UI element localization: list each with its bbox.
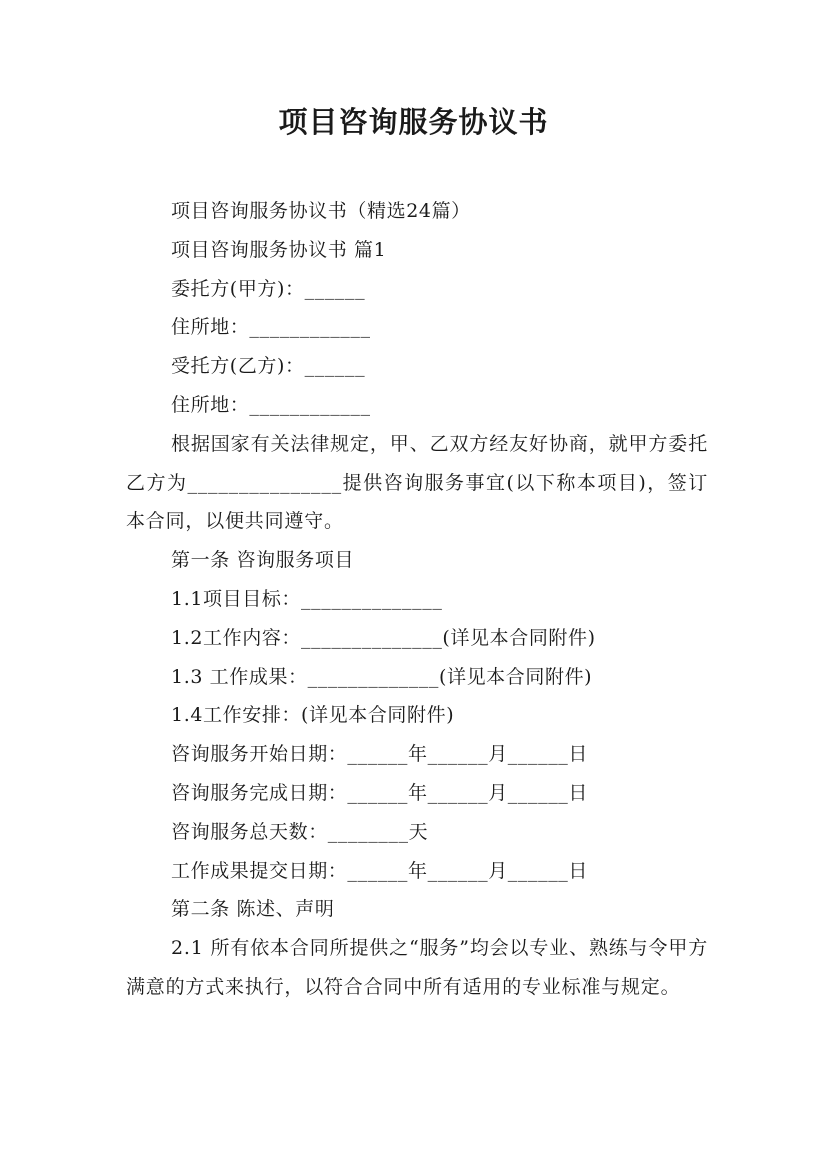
section-1-item-schedule: 1.4工作安排：(详见本合同附件) bbox=[171, 704, 455, 727]
party-b-line: 受托方(乙方)：______ bbox=[171, 355, 366, 378]
section-1-item-result: 1.3 工作成果：_____________(详见本合同附件) bbox=[171, 665, 593, 688]
article-heading: 项目咨询服务协议书 篇1 bbox=[171, 238, 387, 261]
party-b-address-line: 住所地：____________ bbox=[171, 393, 371, 416]
intro-paragraph: 根据国家有关法律规定，甲、乙双方经友好协商，就甲方委托乙方为_______________提供咨询服务事宜(以下称本项目)，签订本合同，以便共同遵守。 bbox=[126, 432, 708, 533]
section-1-heading: 第一条 咨询服务项目 bbox=[171, 549, 355, 572]
section-2-paragraph: 2.1 所有依本合同所提供之“服务”均会以专业、熟练与令甲方满意的方式来执行，以符合合同中所有适用的专业标准与规定。 bbox=[126, 937, 708, 998]
submission-date-line: 工作成果提交日期：______年______月______日 bbox=[171, 859, 589, 882]
document-body bbox=[126, 192, 708, 1007]
party-a-line: 委托方(甲方)：______ bbox=[171, 277, 366, 300]
party-a-address-line: 住所地：____________ bbox=[171, 316, 371, 339]
section-2-heading: 第二条 陈述、声明 bbox=[171, 898, 335, 921]
document-title: 项目咨询服务协议书 bbox=[278, 105, 549, 139]
section-1-item-goal: 1.1项目目标：______________ bbox=[171, 587, 443, 610]
section-1-item-content: 1.2工作内容：______________(详见本合同附件) bbox=[171, 626, 596, 649]
total-days-line: 咨询服务总天数：________天 bbox=[171, 820, 429, 843]
subtitle-line: 项目咨询服务协议书（精选24篇） bbox=[171, 200, 471, 222]
finish-date-line: 咨询服务完成日期：______年______月______日 bbox=[171, 781, 589, 804]
start-date-line: 咨询服务开始日期：______年______月______日 bbox=[171, 743, 589, 766]
